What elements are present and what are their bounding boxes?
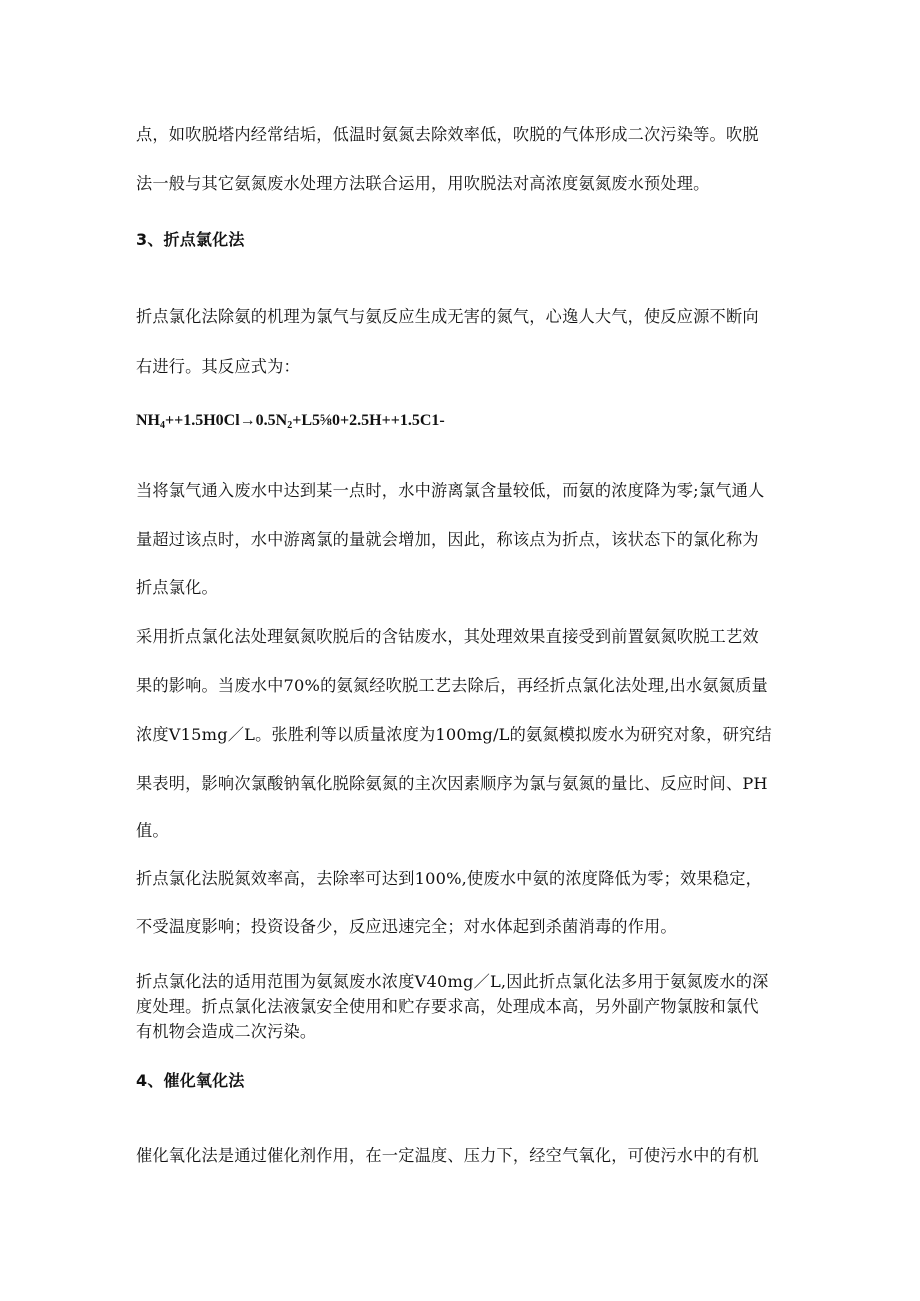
paragraph-line: 当将氯气通入废水中达到某一点时，水中游离氯含量较低，而氨的浓度降为零;氯气通人: [136, 481, 765, 500]
paragraph-line: 度处理。折点氯化法液氯安全使用和贮存要求高，处理成本高，另外副产物氯胺和氯代: [136, 997, 759, 1016]
section-heading-4: 4、催化氧化法: [136, 1071, 245, 1090]
paragraph-line: 折点氯化法脱氮效率高，去除率可达到100%,使废水中氨的浓度降低为零；效果稳定，: [136, 869, 762, 888]
paragraph-line: 折点氯化法的适用范围为氨氮废水浓度V40mg／L,因此折点氯化法多用于氨氮废水的深: [136, 972, 769, 991]
paragraph-line: 不受温度影响；投资设备少，反应迅速完全；对水体起到杀菌消毒的作用。: [136, 917, 677, 936]
paragraph-line: 果的影响。当废水中70%的氨氮经吹脱工艺去除后，再经折点氯化法处理,出水氨氮质量: [136, 676, 768, 695]
formula-part: NH: [136, 412, 160, 429]
reaction-formula: [136, 411, 445, 431]
paragraph-line: 值。: [136, 821, 169, 840]
paragraph-line: 有机物会造成二次污染。: [136, 1022, 317, 1041]
paragraph-line: 点，如吹脱塔内经常结垢，低温时氨氮去除效率低，吹脱的气体形成二次污染等。吹脱: [136, 125, 759, 144]
paragraph-line: 果表明，影响次氯酸钠氧化脱除氨氮的主次因素顺序为氯与氨氮的量比、反应时间、PH: [136, 774, 768, 793]
paragraph-line: 法一般与其它氨氮废水处理方法联合运用，用吹脱法对高浓度氨氮废水预处理。: [136, 174, 710, 193]
paragraph-line: 右进行。其反应式为：: [136, 357, 300, 376]
paragraph-line: 折点氯化。: [136, 578, 218, 597]
paragraph-line: 量超过该点时，水中游离氯的量就会增加，因此，称该点为折点，该状态下的氯化称为: [136, 530, 759, 549]
paragraph-line: 浓度V15mg／L。张胜利等以质量浓度为100mg/L的氨氮模拟废水为研究对象，研究结: [136, 725, 772, 744]
paragraph-line: 催化氧化法是通过催化剂作用，在一定温度、压力下，经空气氧化，可使污水中的有机: [136, 1146, 759, 1165]
formula-part: ++1.5H0Cl→0.5N: [165, 412, 288, 429]
paragraph-line: 采用折点氯化法处理氨氮吹脱后的含钴废水，其处理效果直接受到前置氨氮吹脱工艺效: [136, 627, 759, 646]
paragraph-line: 折点氯化法除氨的机理为氯气与氨反应生成无害的氮气，心逸人大气，使反应源不断向: [136, 307, 759, 326]
section-heading-3: 3、折点氯化法: [136, 230, 245, 249]
formula-subscript: 4: [160, 420, 165, 431]
formula-part: +L5⅝0+2.5H++1.5C1-: [292, 412, 445, 429]
formula-subscript: 2: [287, 420, 293, 431]
